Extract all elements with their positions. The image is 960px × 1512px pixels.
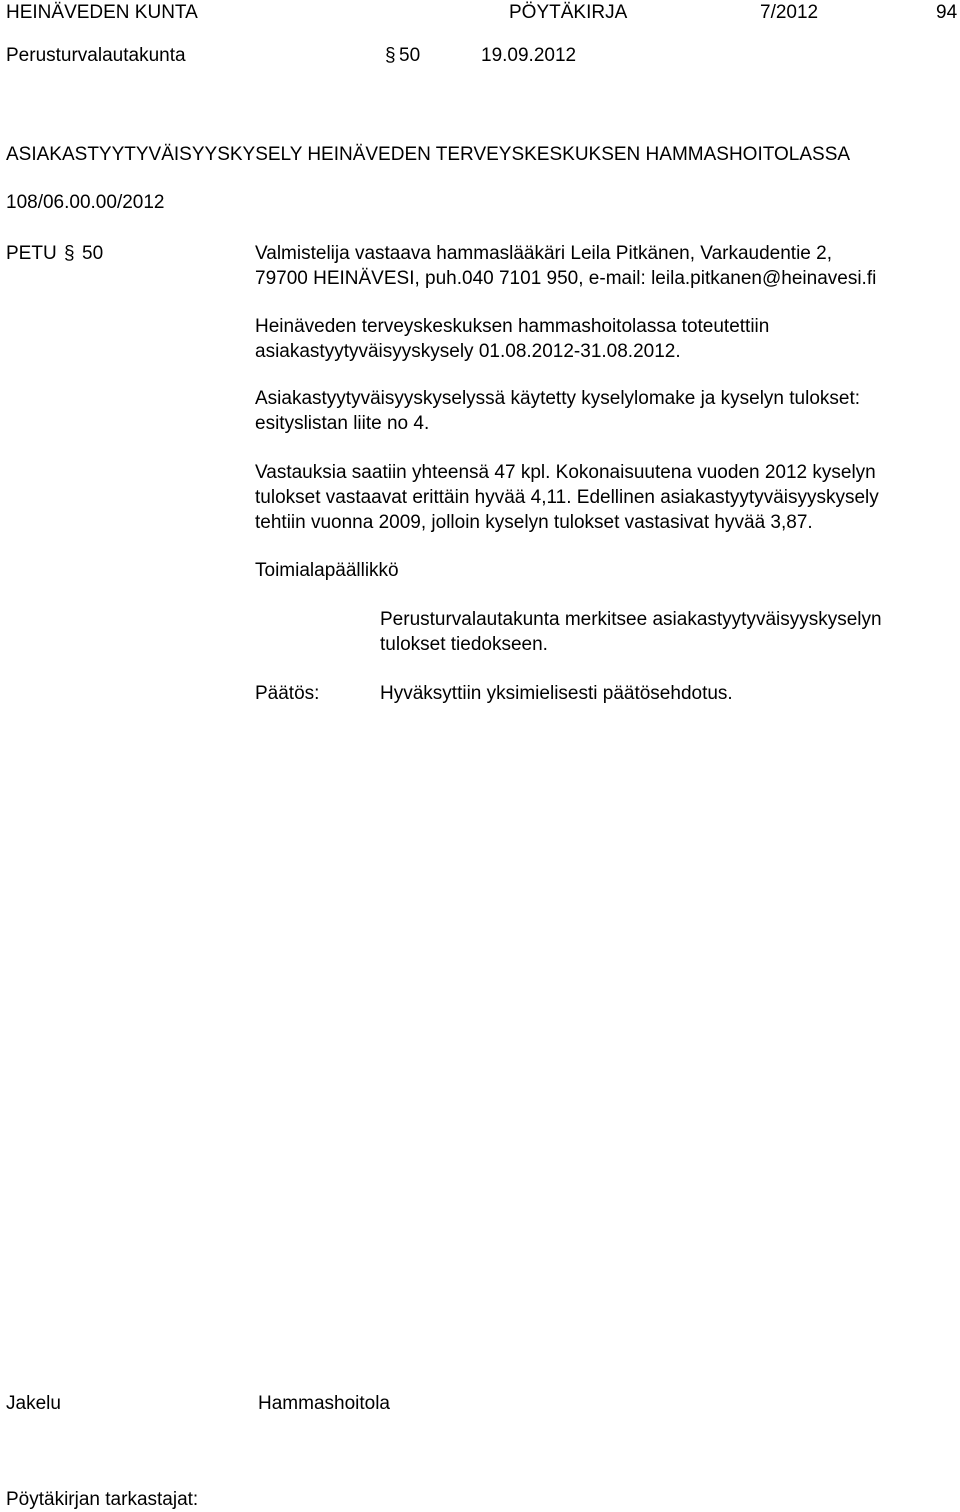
municipality-name: HEINÄVEDEN KUNTA [6,2,198,23]
document-number: 7/2012 [760,2,819,23]
preparer-line-1: Valmistelija vastaava hammaslääkäri Leila Pitkänen, Varkaudentie 2, [255,243,832,264]
paragraph-2-line-1: Asiakastyytyväisyyskyselyssä käytetty kyselylomake ja kyselyn tulokset: [255,388,861,409]
header-section-symbol: § [385,45,396,66]
record-id: 108/06.00.00/2012 [6,192,165,213]
paragraph-3-line-3: tehtiin vuonna 2009, jolloin kyselyn tulokset vastasivat hyvää 3,87. [255,512,813,533]
verifiers-label: Pöytäkirjan tarkastajat: [6,1489,199,1510]
decision-label: Päätös: [255,683,320,704]
distribution-value: Hammashoitola [258,1393,390,1414]
preparer-line-2: 79700 HEINÄVESI, puh.040 7101 950, e-mail: leila.pitkanen@heinavesi.fi [255,268,877,289]
paragraph-3-line-2: tulokset vastaavat erittäin hyvää 4,11. Edellinen asiakastyytyväisyyskysely [255,487,879,508]
page-title: ASIAKASTYYTYVÄISYYSKYSELY HEINÄVEDEN TERVEYSKESKUKSEN HAMMASHOITOLASSA [6,144,851,165]
distribution-label: Jakelu [6,1393,61,1414]
page-number: 94 [936,2,958,23]
meeting-date: 19.09.2012 [481,45,577,66]
paragraph-1-line-2: asiakastyytyväisyyskysely 01.08.2012-31.08.2012. [255,341,681,362]
committee-name: Perusturvalautakunta [6,45,186,66]
decision-text: Hyväksyttiin yksimielisesti päätösehdotus. [380,683,733,704]
proposal-line-1: Perusturvalautakunta merkitsee asiakastyytyväisyyskyselyn [380,609,882,630]
document-type: PÖYTÄKIRJA [509,2,628,23]
paragraph-3-line-1: Vastauksia saatiin yhteensä 47 kpl. Kokonaisuutena vuoden 2012 kyselyn [255,462,876,483]
agenda-section-symbol: § [64,243,75,264]
header-section-number: 50 [399,45,421,66]
agenda-section-number: 50 [82,243,104,264]
proposal-line-2: tulokset tiedokseen. [380,634,548,655]
paragraph-1-line-1: Heinäveden terveyskeskuksen hammashoitolassa toteutettiin [255,316,770,337]
agenda-label: PETU [6,243,57,264]
proposal-label: Toimialapäällikkö [255,560,399,581]
paragraph-2-line-2: esityslistan liite no 4. [255,413,430,434]
